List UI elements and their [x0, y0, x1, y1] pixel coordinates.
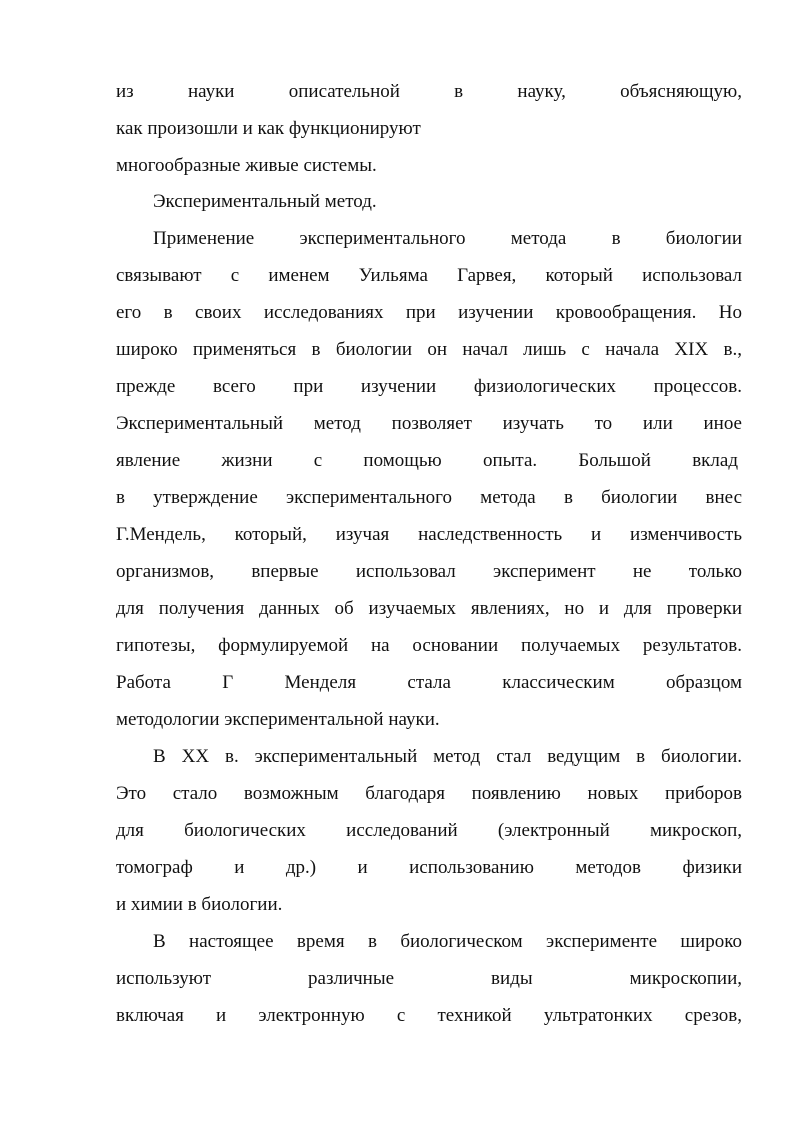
text-line: широко применяться в биологии он начал лишь с начала XIX в.,: [116, 339, 742, 360]
text-line: для получения данных об изучаемых явлениях, но и для проверки: [116, 598, 742, 619]
text-line: Применение экспериментального метода в биологии: [153, 228, 742, 249]
text-line: прежде всего при изучении физиологических процессов.: [116, 376, 742, 397]
text-line: В XX в. экспериментальный метод стал ведущим в биологии.: [153, 746, 742, 767]
text-line: используют различные виды микроскопии,: [116, 968, 742, 989]
text-line: Это стало возможным благодаря появлению новых приборов: [116, 783, 742, 804]
text-line: гипотезы, формулируемой на основании получаемых результатов.: [116, 635, 742, 656]
text-line: как произошли и как функционируют: [116, 118, 421, 139]
section-heading: Экспериментальный метод.: [153, 191, 377, 212]
text-line: многообразные живые системы.: [116, 155, 377, 176]
text-line: томограф и др.) и использованию методов физики: [116, 857, 742, 878]
text-line: методологии экспериментальной науки.: [116, 709, 440, 730]
text-line: В настоящее время в биологическом эксперименте широко: [153, 931, 742, 952]
text-line: из науки описательной в науку, объясняющую,: [116, 81, 742, 102]
text-line: Г.Мендель, который, изучая наследственность и изменчивость: [116, 524, 742, 545]
text-line: Экспериментальный метод позволяет изучать то или иное: [116, 413, 742, 434]
text-line: включая и электронную с техникой ультратонких срезов,: [116, 1005, 742, 1026]
text-line: связывают с именем Уильяма Гарвея, который использовал: [116, 265, 742, 286]
text-line: организмов, впервые использовал эксперимент не только: [116, 561, 742, 582]
text-line: для биологических исследований (электронный микроскоп,: [116, 820, 742, 841]
text-line: и химии в биологии.: [116, 894, 283, 915]
text-line: явление жизни с помощью опыта. Большой вклад: [116, 450, 738, 471]
text-line: в утверждение экспериментального метода в биологии внес: [116, 487, 742, 508]
text-line: Работа Г Менделя стала классическим образцом: [116, 672, 742, 693]
text-line: его в своих исследованиях при изучении кровообращения. Но: [116, 302, 742, 323]
